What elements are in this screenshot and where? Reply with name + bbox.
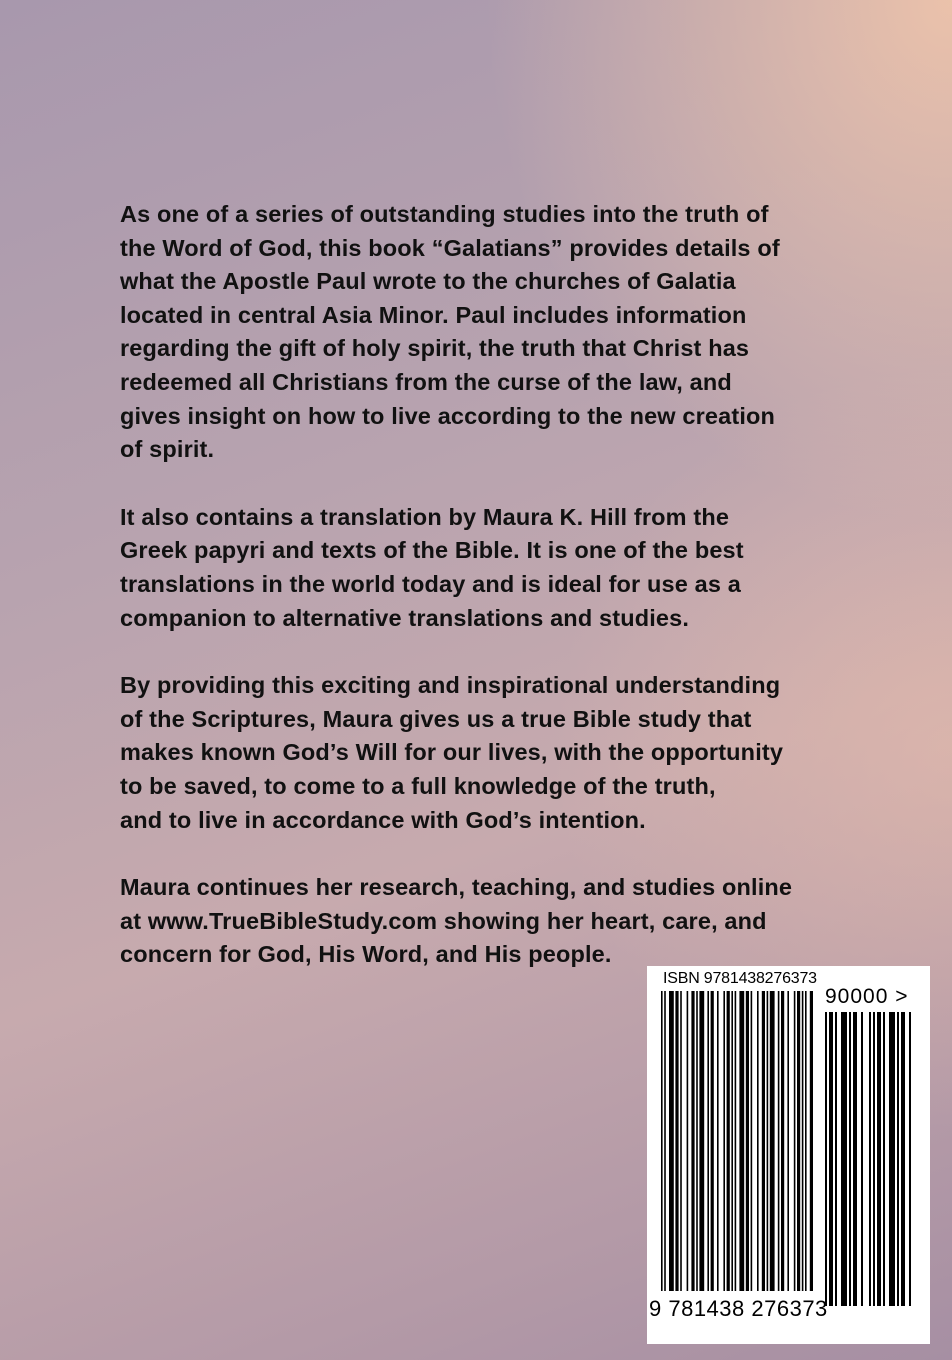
price-barcode-icon	[825, 1012, 911, 1306]
price-code: 90000 >	[825, 985, 909, 1008]
isbn-label: ISBN 9781438276373	[663, 970, 817, 987]
blurb-paragraph-4: Maura continues her research, teaching, and studies online at www.TrueBibleStudy.com showing her heart, care, and concern for God, His Word, and His people.	[120, 874, 793, 968]
blurb-paragraph-2: It also contains a translation by Maura K. Hill from the Greek papyri and texts of the Bible. It is one of the best translations in the world today and is ideal for use as a companion to alternative translations and studies.	[120, 503, 744, 631]
ean-barcode-icon	[661, 991, 813, 1291]
barcode-box	[647, 966, 930, 1344]
blurb-text	[120, 198, 840, 1006]
blurb-paragraph-3: By providing this exciting and inspirational understanding of the Scriptures, Maura gives us a true Bible study that makes known God’s Will for our lives, with the opportunity to be saved, to come to a full knowledge of the truth, and to live in accordance with God’s intention.	[120, 672, 784, 833]
blurb-paragraph-1: As one of a series of outstanding studies into the truth of the Word of God, this book “Galatians” provides details of what the Apostle Paul wrote to the churches of Galatia located in central Asia Minor. Paul includes information regarding the gift of holy spirit, the truth that Christ has redeemed all Christians from the curse of the law, and gives insight on how to live according to the new creation of spirit.	[120, 201, 780, 463]
isbn-digits: 9 781438 276373	[649, 1296, 828, 1321]
